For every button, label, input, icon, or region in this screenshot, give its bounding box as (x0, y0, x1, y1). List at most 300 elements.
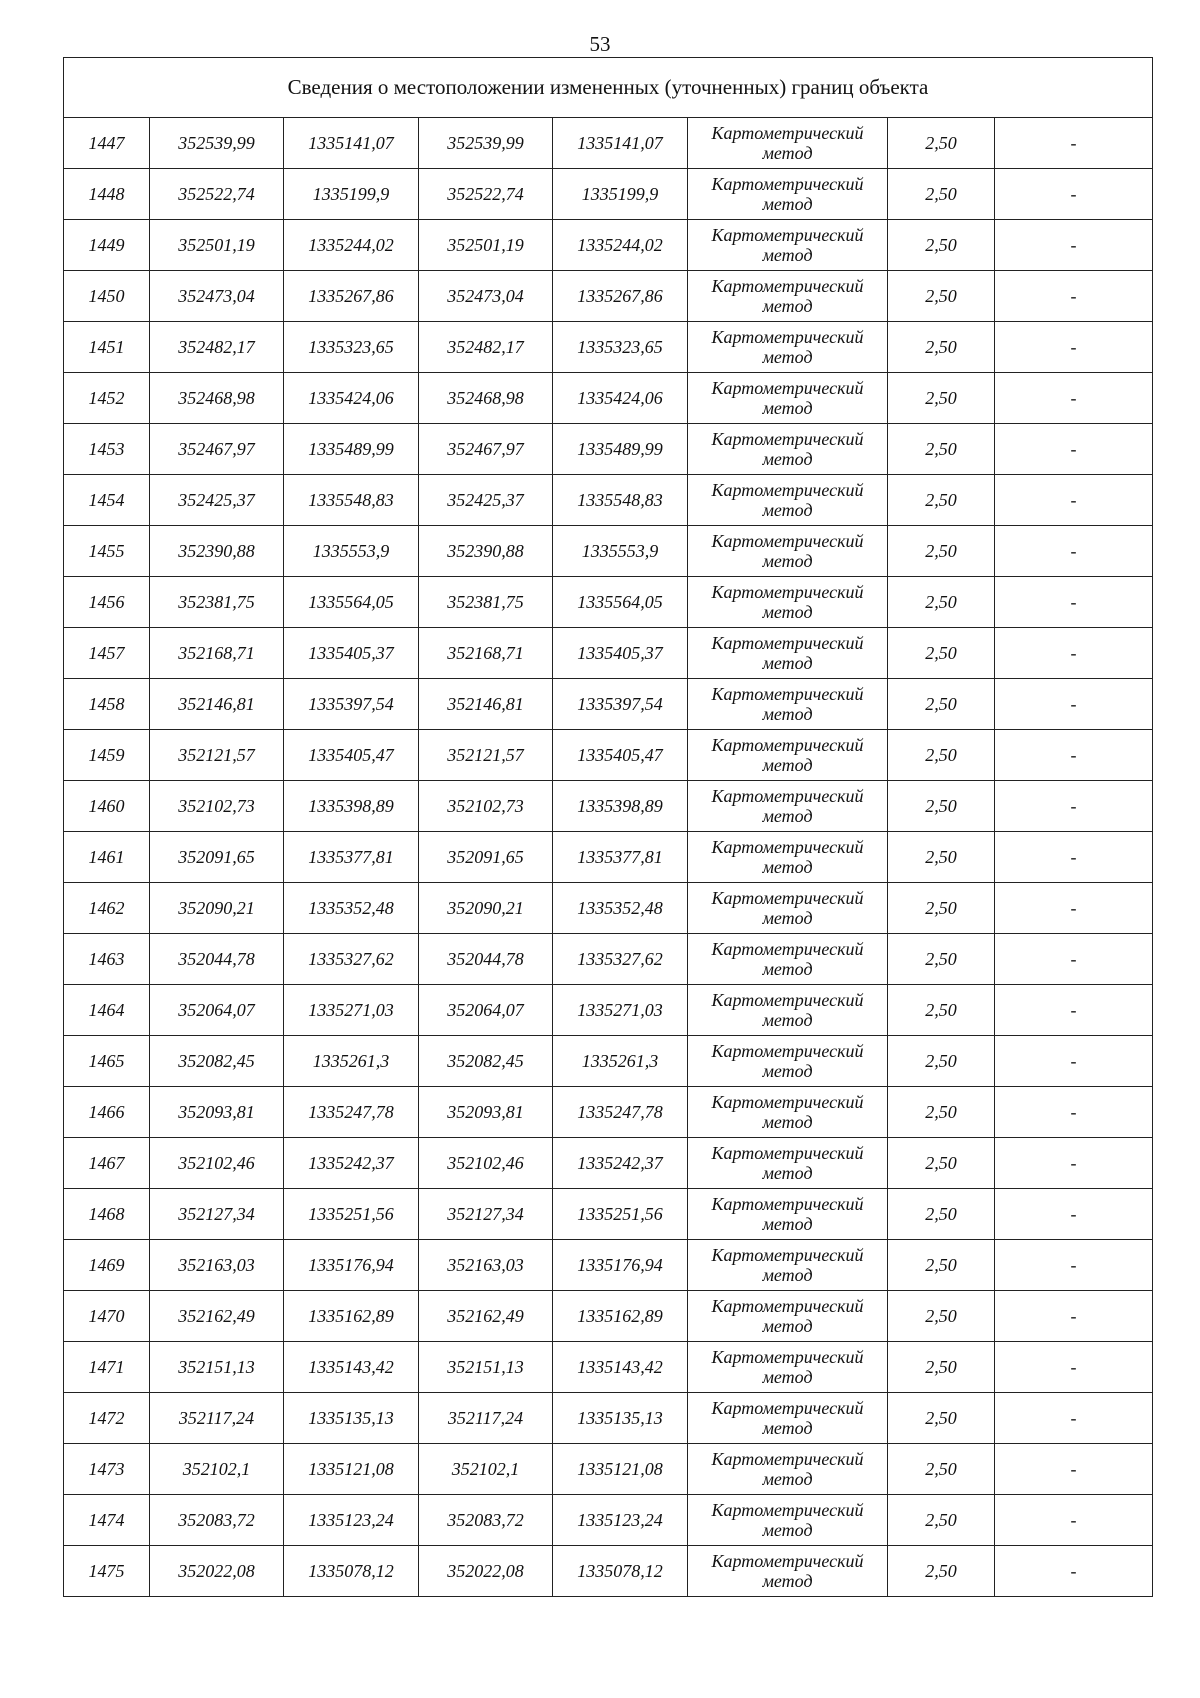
note-cell: - (995, 781, 1153, 832)
method-label-line1: Картометрический (711, 990, 864, 1010)
table-row (64, 271, 1153, 322)
method-label-line2: метод (762, 449, 813, 469)
existing-y-cell: 1335553,9 (284, 526, 419, 577)
refined-y-cell: 1335424,06 (553, 373, 688, 424)
accuracy-cell: 2,50 (888, 577, 995, 628)
point-number-cell: 1469 (64, 1240, 150, 1291)
existing-y-cell: 1335141,07 (284, 118, 419, 169)
existing-x-cell: 352168,71 (150, 628, 284, 679)
method-label-line1: Картометрический (711, 684, 864, 704)
accuracy-cell: 2,50 (888, 1393, 995, 1444)
refined-x-cell: 352102,46 (419, 1138, 553, 1189)
existing-x-cell: 352083,72 (150, 1495, 284, 1546)
existing-y-cell: 1335267,86 (284, 271, 419, 322)
note-cell: - (995, 271, 1153, 322)
refined-y-cell: 1335489,99 (553, 424, 688, 475)
method-label-line2: метод (762, 653, 813, 673)
note-cell: - (995, 169, 1153, 220)
method-label-line2: метод (762, 908, 813, 928)
method-cell (688, 1393, 888, 1444)
point-number-cell: 1466 (64, 1087, 150, 1138)
point-number-cell: 1459 (64, 730, 150, 781)
method-cell (688, 577, 888, 628)
method-cell (688, 1138, 888, 1189)
existing-x-cell: 352381,75 (150, 577, 284, 628)
existing-x-cell: 352482,17 (150, 322, 284, 373)
accuracy-cell: 2,50 (888, 220, 995, 271)
method-cell (688, 730, 888, 781)
existing-y-cell: 1335123,24 (284, 1495, 419, 1546)
boundary-coordinates-table (63, 57, 1153, 1597)
note-cell: - (995, 985, 1153, 1036)
note-cell: - (995, 1291, 1153, 1342)
refined-y-cell: 1335397,54 (553, 679, 688, 730)
accuracy-cell: 2,50 (888, 169, 995, 220)
method-label-line1: Картометрический (711, 429, 864, 449)
note-cell: - (995, 322, 1153, 373)
existing-x-cell: 352151,13 (150, 1342, 284, 1393)
accuracy-cell: 2,50 (888, 883, 995, 934)
note-cell: - (995, 1495, 1153, 1546)
note-cell: - (995, 577, 1153, 628)
refined-y-cell: 1335244,02 (553, 220, 688, 271)
method-label-line1: Картометрический (711, 582, 864, 602)
refined-y-cell: 1335405,37 (553, 628, 688, 679)
note-cell: - (995, 730, 1153, 781)
table-row (64, 169, 1153, 220)
refined-x-cell: 352064,07 (419, 985, 553, 1036)
note-cell: - (995, 679, 1153, 730)
note-cell: - (995, 883, 1153, 934)
existing-x-cell: 352102,1 (150, 1444, 284, 1495)
method-label-line1: Картометрический (711, 1245, 864, 1265)
method-label-line1: Картометрический (711, 1092, 864, 1112)
point-number-cell: 1464 (64, 985, 150, 1036)
refined-x-cell: 352022,08 (419, 1546, 553, 1597)
note-cell: - (995, 424, 1153, 475)
existing-x-cell: 352091,65 (150, 832, 284, 883)
existing-x-cell: 352468,98 (150, 373, 284, 424)
point-number-cell: 1467 (64, 1138, 150, 1189)
point-number-cell: 1460 (64, 781, 150, 832)
refined-y-cell: 1335078,12 (553, 1546, 688, 1597)
refined-x-cell: 352390,88 (419, 526, 553, 577)
table-row (64, 475, 1153, 526)
method-label-line1: Картометрический (711, 531, 864, 551)
point-number-cell: 1458 (64, 679, 150, 730)
point-number-cell: 1471 (64, 1342, 150, 1393)
refined-x-cell: 352044,78 (419, 934, 553, 985)
method-label-line1: Картометрический (711, 1347, 864, 1367)
refined-x-cell: 352102,73 (419, 781, 553, 832)
table-row (64, 1036, 1153, 1087)
method-label-line1: Картометрический (711, 123, 864, 143)
refined-x-cell: 352467,97 (419, 424, 553, 475)
method-label-line1: Картометрический (711, 1551, 864, 1571)
accuracy-cell: 2,50 (888, 1240, 995, 1291)
table-row (64, 526, 1153, 577)
method-cell (688, 373, 888, 424)
existing-x-cell: 352044,78 (150, 934, 284, 985)
refined-y-cell: 1335261,3 (553, 1036, 688, 1087)
existing-x-cell: 352539,99 (150, 118, 284, 169)
table-row (64, 1546, 1153, 1597)
note-cell: - (995, 1189, 1153, 1240)
method-label-line1: Картометрический (711, 327, 864, 347)
table-row (64, 1240, 1153, 1291)
existing-y-cell: 1335323,65 (284, 322, 419, 373)
existing-y-cell: 1335135,13 (284, 1393, 419, 1444)
method-cell (688, 1546, 888, 1597)
method-label-line2: метод (762, 194, 813, 214)
note-cell: - (995, 1240, 1153, 1291)
existing-y-cell: 1335162,89 (284, 1291, 419, 1342)
existing-y-cell: 1335242,37 (284, 1138, 419, 1189)
point-number-cell: 1449 (64, 220, 150, 271)
method-cell (688, 271, 888, 322)
table-row (64, 679, 1153, 730)
existing-y-cell: 1335352,48 (284, 883, 419, 934)
note-cell: - (995, 475, 1153, 526)
method-label-line2: метод (762, 1265, 813, 1285)
accuracy-cell: 2,50 (888, 781, 995, 832)
accuracy-cell: 2,50 (888, 1291, 995, 1342)
method-label-line2: метод (762, 1571, 813, 1591)
refined-y-cell: 1335267,86 (553, 271, 688, 322)
point-number-cell: 1455 (64, 526, 150, 577)
point-number-cell: 1454 (64, 475, 150, 526)
accuracy-cell: 2,50 (888, 985, 995, 1036)
refined-y-cell: 1335548,83 (553, 475, 688, 526)
refined-x-cell: 352168,71 (419, 628, 553, 679)
refined-x-cell: 352121,57 (419, 730, 553, 781)
refined-y-cell: 1335553,9 (553, 526, 688, 577)
method-label-line1: Картометрический (711, 225, 864, 245)
point-number-cell: 1450 (64, 271, 150, 322)
point-number-cell: 1453 (64, 424, 150, 475)
table-row (64, 220, 1153, 271)
method-cell (688, 1240, 888, 1291)
method-label-line2: метод (762, 551, 813, 571)
table-title-row (64, 58, 1153, 118)
existing-x-cell: 352501,19 (150, 220, 284, 271)
refined-x-cell: 352082,45 (419, 1036, 553, 1087)
existing-y-cell: 1335199,9 (284, 169, 419, 220)
page-number: 53 (589, 32, 611, 56)
refined-y-cell: 1335135,13 (553, 1393, 688, 1444)
refined-x-cell: 352381,75 (419, 577, 553, 628)
accuracy-cell: 2,50 (888, 1342, 995, 1393)
method-label-line2: метод (762, 1163, 813, 1183)
existing-y-cell: 1335251,56 (284, 1189, 419, 1240)
method-label-line2: метод (762, 602, 813, 622)
existing-x-cell: 352022,08 (150, 1546, 284, 1597)
point-number-cell: 1468 (64, 1189, 150, 1240)
existing-x-cell: 352127,34 (150, 1189, 284, 1240)
accuracy-cell: 2,50 (888, 373, 995, 424)
refined-x-cell: 352151,13 (419, 1342, 553, 1393)
table-row (64, 781, 1153, 832)
method-cell (688, 169, 888, 220)
table-body (64, 118, 1153, 1597)
method-cell (688, 985, 888, 1036)
existing-x-cell: 352522,74 (150, 169, 284, 220)
refined-x-cell: 352117,24 (419, 1393, 553, 1444)
method-cell (688, 1189, 888, 1240)
refined-y-cell: 1335271,03 (553, 985, 688, 1036)
table-row (64, 730, 1153, 781)
method-cell (688, 883, 888, 934)
method-label-line1: Картометрический (711, 1143, 864, 1163)
table-row (64, 1291, 1153, 1342)
method-label-line2: метод (762, 143, 813, 163)
point-number-cell: 1472 (64, 1393, 150, 1444)
existing-y-cell: 1335244,02 (284, 220, 419, 271)
existing-y-cell: 1335271,03 (284, 985, 419, 1036)
method-label-line1: Картометрический (711, 837, 864, 857)
refined-y-cell: 1335377,81 (553, 832, 688, 883)
note-cell: - (995, 1444, 1153, 1495)
method-cell (688, 118, 888, 169)
accuracy-cell: 2,50 (888, 475, 995, 526)
existing-x-cell: 352162,49 (150, 1291, 284, 1342)
method-label-line2: метод (762, 1214, 813, 1234)
method-cell (688, 475, 888, 526)
existing-y-cell: 1335405,37 (284, 628, 419, 679)
refined-y-cell: 1335141,07 (553, 118, 688, 169)
table-row (64, 628, 1153, 679)
table-row (64, 1138, 1153, 1189)
refined-y-cell: 1335121,08 (553, 1444, 688, 1495)
method-label-line2: метод (762, 245, 813, 265)
method-cell (688, 322, 888, 373)
point-number-cell: 1447 (64, 118, 150, 169)
accuracy-cell: 2,50 (888, 1495, 995, 1546)
existing-y-cell: 1335377,81 (284, 832, 419, 883)
existing-x-cell: 352102,46 (150, 1138, 284, 1189)
existing-y-cell: 1335397,54 (284, 679, 419, 730)
method-cell (688, 424, 888, 475)
refined-x-cell: 352162,49 (419, 1291, 553, 1342)
existing-x-cell: 352146,81 (150, 679, 284, 730)
accuracy-cell: 2,50 (888, 1546, 995, 1597)
method-label-line2: метод (762, 857, 813, 877)
refined-y-cell: 1335352,48 (553, 883, 688, 934)
method-cell (688, 781, 888, 832)
accuracy-cell: 2,50 (888, 1444, 995, 1495)
method-cell (688, 679, 888, 730)
table-row (64, 1444, 1153, 1495)
refined-x-cell: 352093,81 (419, 1087, 553, 1138)
method-label-line2: метод (762, 1418, 813, 1438)
accuracy-cell: 2,50 (888, 526, 995, 577)
accuracy-cell: 2,50 (888, 730, 995, 781)
method-label-line1: Картометрический (711, 1398, 864, 1418)
point-number-cell: 1465 (64, 1036, 150, 1087)
refined-y-cell: 1335405,47 (553, 730, 688, 781)
existing-x-cell: 352090,21 (150, 883, 284, 934)
existing-x-cell: 352082,45 (150, 1036, 284, 1087)
method-label-line2: метод (762, 1520, 813, 1540)
method-cell (688, 1291, 888, 1342)
point-number-cell: 1456 (64, 577, 150, 628)
existing-x-cell: 352117,24 (150, 1393, 284, 1444)
table-title: Сведения о местоположении измененных (уточненных) границ объекта (64, 58, 1153, 118)
refined-x-cell: 352539,99 (419, 118, 553, 169)
method-label-line1: Картометрический (711, 1296, 864, 1316)
method-cell (688, 934, 888, 985)
refined-y-cell: 1335327,62 (553, 934, 688, 985)
method-label-line1: Картометрический (711, 1500, 864, 1520)
existing-y-cell: 1335078,12 (284, 1546, 419, 1597)
note-cell: - (995, 628, 1153, 679)
existing-x-cell: 352163,03 (150, 1240, 284, 1291)
existing-x-cell: 352473,04 (150, 271, 284, 322)
refined-x-cell: 352473,04 (419, 271, 553, 322)
note-cell: - (995, 1036, 1153, 1087)
note-cell: - (995, 1087, 1153, 1138)
accuracy-cell: 2,50 (888, 118, 995, 169)
refined-x-cell: 352425,37 (419, 475, 553, 526)
table-row (64, 985, 1153, 1036)
existing-y-cell: 1335327,62 (284, 934, 419, 985)
method-label-line1: Картометрический (711, 939, 864, 959)
method-label-line2: метод (762, 1469, 813, 1489)
point-number-cell: 1452 (64, 373, 150, 424)
method-label-line2: метод (762, 1061, 813, 1081)
table-row (64, 832, 1153, 883)
table-row (64, 1189, 1153, 1240)
table-row (64, 1342, 1153, 1393)
table-row (64, 322, 1153, 373)
refined-x-cell: 352482,17 (419, 322, 553, 373)
refined-x-cell: 352091,65 (419, 832, 553, 883)
refined-x-cell: 352522,74 (419, 169, 553, 220)
method-label-line1: Картометрический (711, 480, 864, 500)
accuracy-cell: 2,50 (888, 271, 995, 322)
method-label-line2: метод (762, 1010, 813, 1030)
method-cell (688, 1087, 888, 1138)
method-label-line2: метод (762, 347, 813, 367)
method-label-line1: Картометрический (711, 174, 864, 194)
refined-y-cell: 1335323,65 (553, 322, 688, 373)
method-cell (688, 220, 888, 271)
method-label-line2: метод (762, 806, 813, 826)
refined-x-cell: 352146,81 (419, 679, 553, 730)
point-number-cell: 1474 (64, 1495, 150, 1546)
note-cell: - (995, 1138, 1153, 1189)
accuracy-cell: 2,50 (888, 679, 995, 730)
existing-x-cell: 352093,81 (150, 1087, 284, 1138)
method-cell (688, 1495, 888, 1546)
method-label-line1: Картометрический (711, 633, 864, 653)
existing-y-cell: 1335564,05 (284, 577, 419, 628)
refined-y-cell: 1335564,05 (553, 577, 688, 628)
accuracy-cell: 2,50 (888, 322, 995, 373)
refined-y-cell: 1335247,78 (553, 1087, 688, 1138)
refined-x-cell: 352083,72 (419, 1495, 553, 1546)
note-cell: - (995, 373, 1153, 424)
point-number-cell: 1463 (64, 934, 150, 985)
method-label-line2: метод (762, 296, 813, 316)
note-cell: - (995, 832, 1153, 883)
method-label-line1: Картометрический (711, 888, 864, 908)
note-cell: - (995, 1546, 1153, 1597)
accuracy-cell: 2,50 (888, 424, 995, 475)
existing-y-cell: 1335405,47 (284, 730, 419, 781)
note-cell: - (995, 1342, 1153, 1393)
note-cell: - (995, 220, 1153, 271)
method-label-line1: Картометрический (711, 1194, 864, 1214)
refined-y-cell: 1335251,56 (553, 1189, 688, 1240)
point-number-cell: 1475 (64, 1546, 150, 1597)
existing-y-cell: 1335548,83 (284, 475, 419, 526)
refined-x-cell: 352102,1 (419, 1444, 553, 1495)
method-cell (688, 1342, 888, 1393)
method-label-line1: Картометрический (711, 1041, 864, 1061)
method-cell (688, 526, 888, 577)
existing-x-cell: 352064,07 (150, 985, 284, 1036)
existing-y-cell: 1335247,78 (284, 1087, 419, 1138)
note-cell: - (995, 526, 1153, 577)
refined-x-cell: 352468,98 (419, 373, 553, 424)
method-label-line2: метод (762, 1112, 813, 1132)
table-row (64, 934, 1153, 985)
refined-y-cell: 1335199,9 (553, 169, 688, 220)
table-row (64, 118, 1153, 169)
accuracy-cell: 2,50 (888, 1036, 995, 1087)
note-cell: - (995, 1393, 1153, 1444)
point-number-cell: 1448 (64, 169, 150, 220)
method-label-line2: метод (762, 704, 813, 724)
method-label-line1: Картометрический (711, 276, 864, 296)
existing-y-cell: 1335143,42 (284, 1342, 419, 1393)
refined-y-cell: 1335143,42 (553, 1342, 688, 1393)
existing-y-cell: 1335489,99 (284, 424, 419, 475)
method-cell (688, 1444, 888, 1495)
refined-x-cell: 352163,03 (419, 1240, 553, 1291)
accuracy-cell: 2,50 (888, 1138, 995, 1189)
point-number-cell: 1473 (64, 1444, 150, 1495)
table-row (64, 883, 1153, 934)
refined-y-cell: 1335162,89 (553, 1291, 688, 1342)
accuracy-cell: 2,50 (888, 934, 995, 985)
refined-y-cell: 1335123,24 (553, 1495, 688, 1546)
refined-y-cell: 1335398,89 (553, 781, 688, 832)
existing-x-cell: 352390,88 (150, 526, 284, 577)
point-number-cell: 1462 (64, 883, 150, 934)
table-row (64, 1393, 1153, 1444)
refined-y-cell: 1335242,37 (553, 1138, 688, 1189)
accuracy-cell: 2,50 (888, 1189, 995, 1240)
method-label-line2: метод (762, 398, 813, 418)
method-label-line2: метод (762, 1316, 813, 1336)
table-row (64, 1087, 1153, 1138)
table-row (64, 424, 1153, 475)
method-label-line2: метод (762, 755, 813, 775)
existing-x-cell: 352102,73 (150, 781, 284, 832)
refined-x-cell: 352127,34 (419, 1189, 553, 1240)
method-label-line1: Картометрический (711, 735, 864, 755)
method-label-line2: метод (762, 500, 813, 520)
existing-x-cell: 352425,37 (150, 475, 284, 526)
method-cell (688, 1036, 888, 1087)
refined-y-cell: 1335176,94 (553, 1240, 688, 1291)
method-label-line2: метод (762, 1367, 813, 1387)
refined-x-cell: 352090,21 (419, 883, 553, 934)
note-cell: - (995, 934, 1153, 985)
table-row (64, 1495, 1153, 1546)
